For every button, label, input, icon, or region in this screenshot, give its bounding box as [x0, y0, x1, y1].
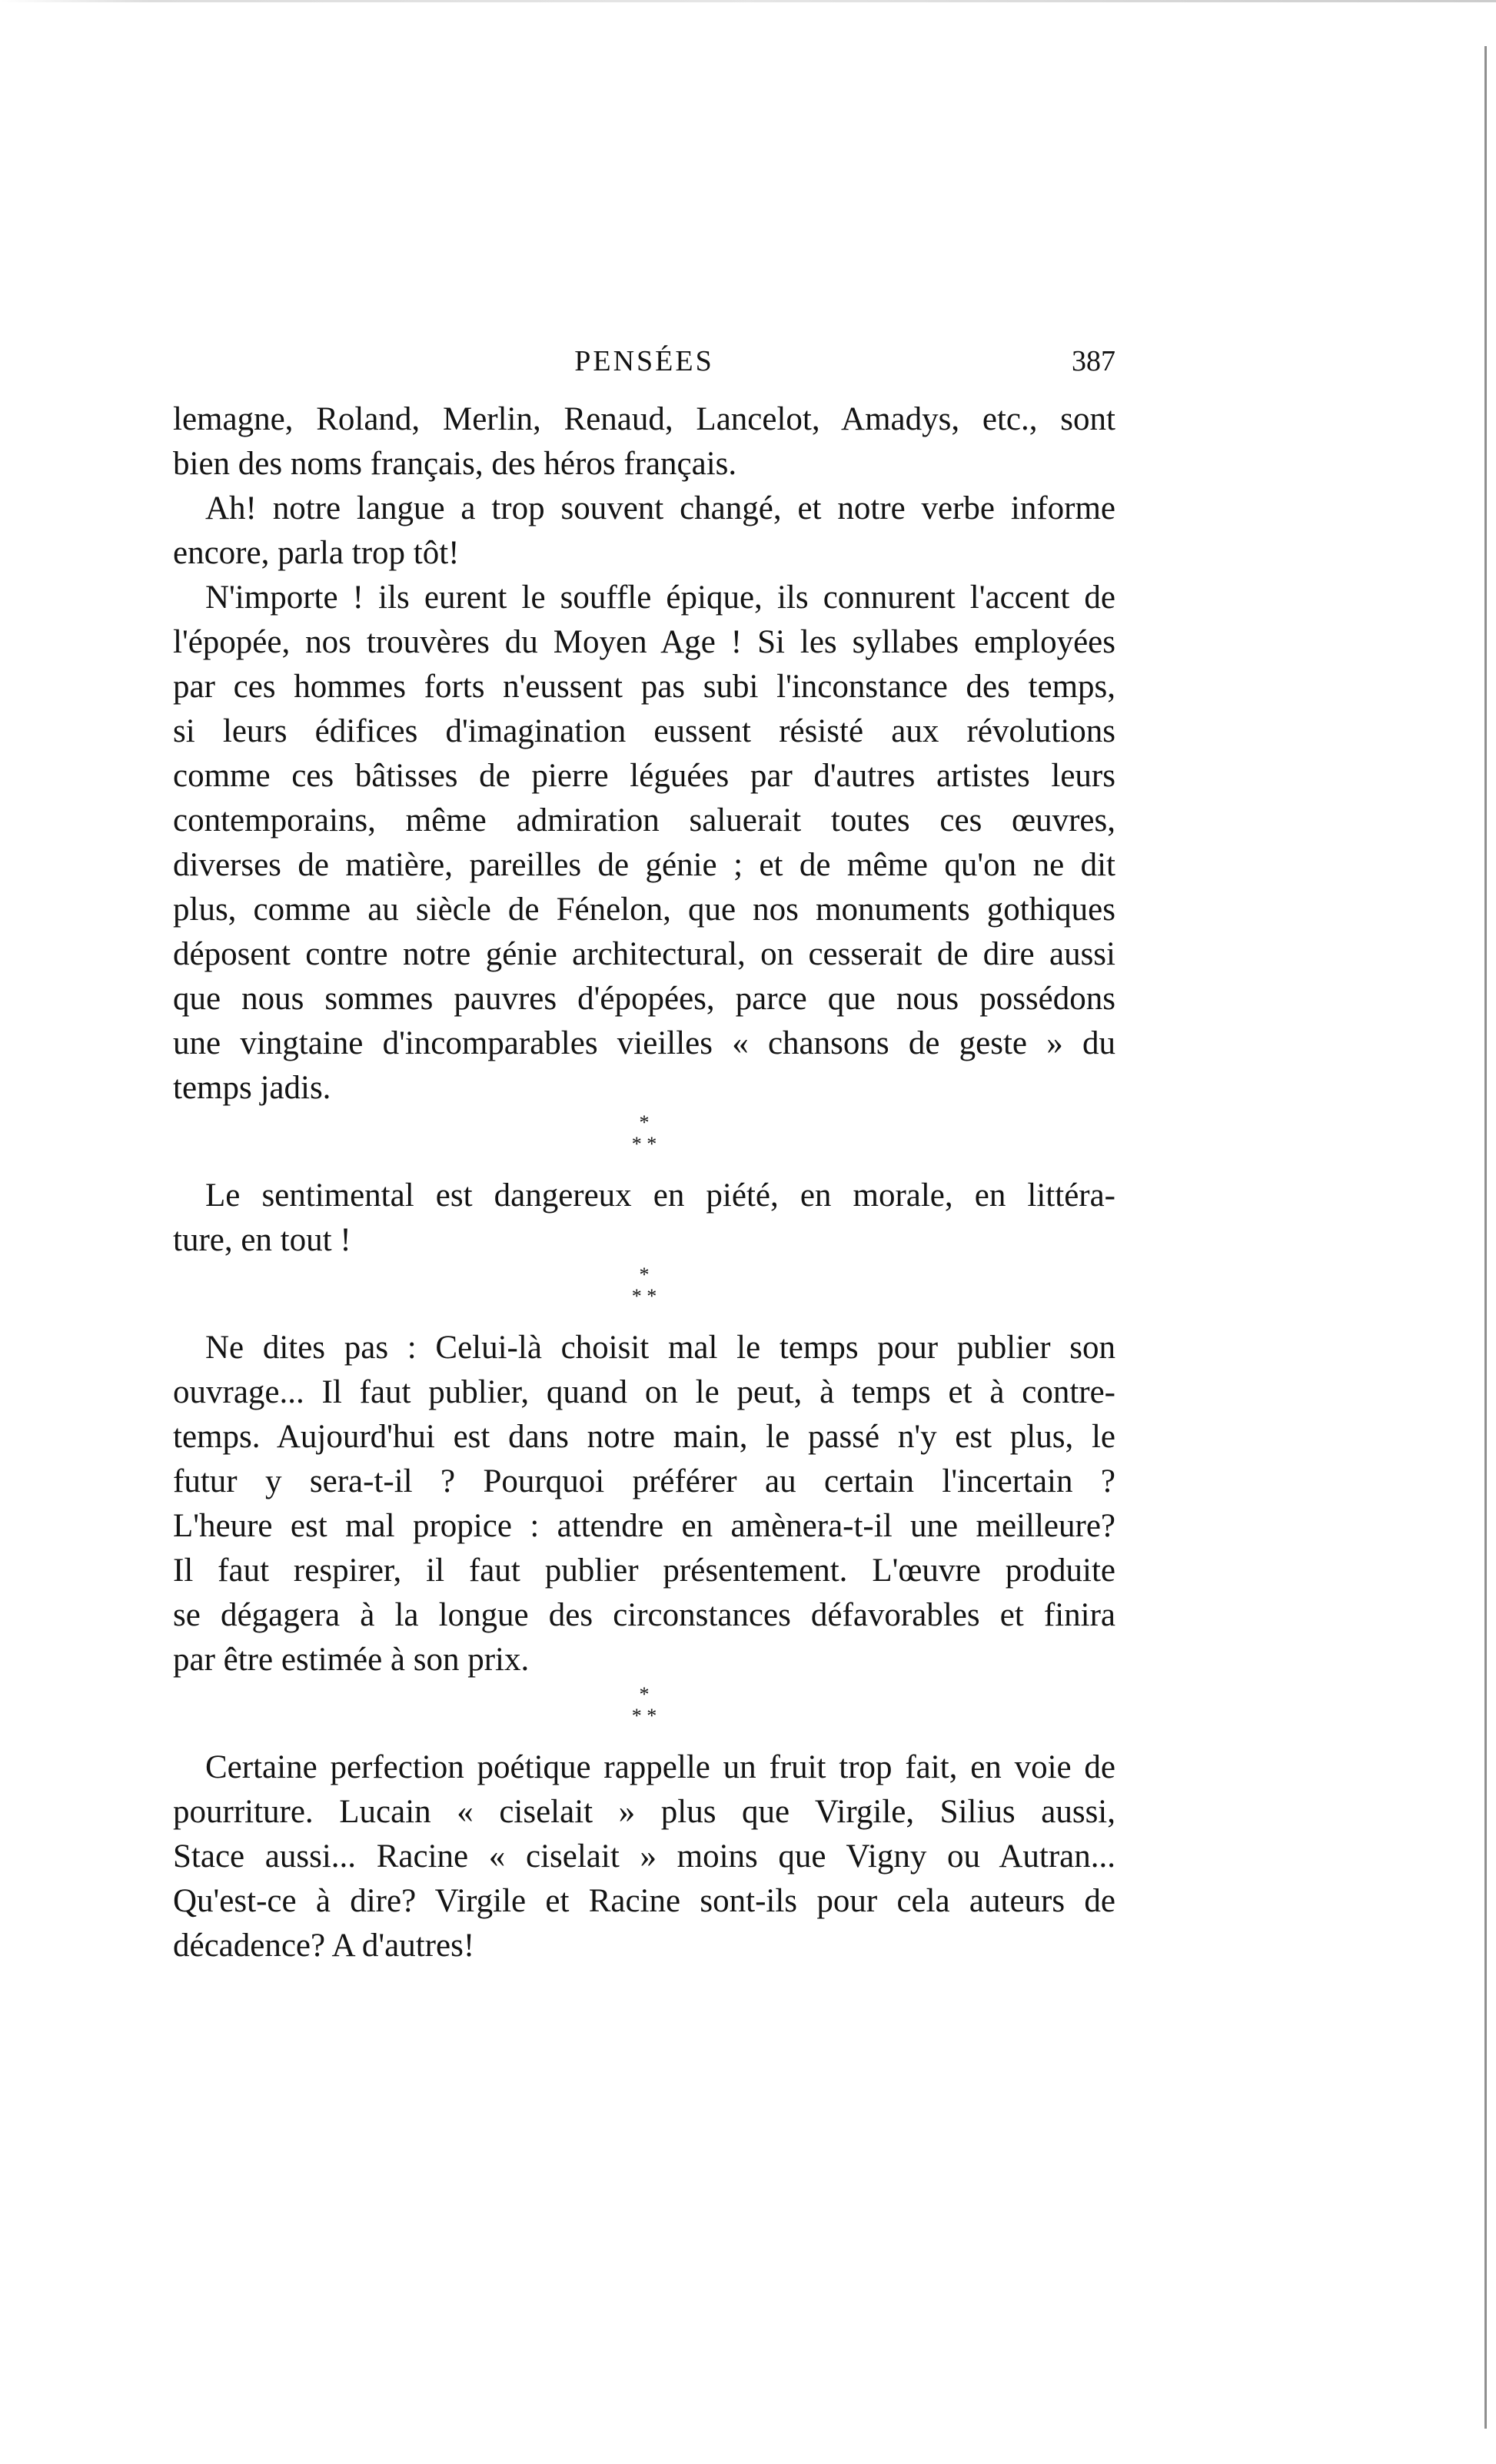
asterism-top: * — [639, 1111, 650, 1134]
text-line: plus, comme au siècle de Fénelon, que nos monuments gothiques — [173, 892, 1115, 928]
text-line: Ne dites pas : Celui-là choisit mal le temps pour publier son — [205, 1330, 1115, 1366]
paragraph — [173, 1174, 1115, 1263]
text-line: L'heure est mal propice : attendre en amènera-t-il une meilleure? — [173, 1508, 1115, 1544]
text-line: lemagne, Roland, Merlin, Renaud, Lancelot, Amadys, etc., sont — [173, 401, 1115, 437]
text-line: déposent contre notre génie architectural, on cesserait de dire aussi — [173, 936, 1115, 972]
text-line: pourriture. Lucain « ciselait » plus que Virgile, Silius aussi, — [173, 1794, 1115, 1830]
text-line: diverses de matière, pareilles de génie ; et de même qu'on ne dit — [173, 847, 1115, 883]
text-line: l'épopée, nos trouvères du Moyen Age ! Si les syllabes employées — [173, 624, 1115, 660]
scan-top-edge — [0, 0, 1496, 2]
text-line: décadence? A d'autres! — [173, 1928, 475, 1964]
page-header — [173, 338, 1115, 384]
asterism-bottom: * * — [631, 1133, 657, 1155]
text-line: Qu'est-ce à dire? Virgile et Racine sont-ils pour cela auteurs de — [173, 1883, 1115, 1919]
text-line: se dégagera à la longue des circonstances défavorables et finira — [173, 1597, 1115, 1633]
text-line: par ces hommes forts n'eussent pas subi l'inconstance des temps, — [173, 669, 1115, 705]
text-line: Ah! notre langue a trop souvent changé, et notre verbe informe — [205, 490, 1115, 526]
page-number: 387 — [1072, 345, 1115, 377]
text-line: Certaine perfection poétique rappelle un fruit trop fait, en voie de — [205, 1749, 1115, 1785]
text-line: une vingtaine d'incomparables vieilles « chansons de geste » du — [173, 1025, 1115, 1061]
text-line: ture, en tout ! — [173, 1222, 351, 1258]
asterism-top: * — [639, 1683, 650, 1705]
paragraph — [173, 1745, 1115, 1968]
text-line: contemporains, même admiration saluerait toutes ces œuvres, — [173, 802, 1115, 838]
paragraph — [173, 397, 1115, 486]
paragraph — [173, 1326, 1115, 1682]
text-line: Stace aussi... Racine « ciselait » moins que Vigny ou Autran... — [173, 1838, 1115, 1875]
text-line: Le sentimental est dangereux en piété, en morale, en littéra- — [205, 1177, 1115, 1214]
paragraph — [173, 486, 1115, 576]
asterism-separator — [173, 1111, 1115, 1174]
text-line: par être estimée à son prix. — [173, 1642, 530, 1678]
text-line: bien des noms français, des héros français. — [173, 446, 737, 482]
asterism-separator — [173, 1263, 1115, 1326]
text-line: temps jadis. — [173, 1070, 331, 1106]
text-line: si leurs édifices d'imagination eussent résisté aux révolutions — [173, 713, 1115, 749]
asterism-separator — [173, 1682, 1115, 1745]
running-title: PENSÉES — [574, 345, 714, 377]
text-line: ouvrage... Il faut publier, quand on le peut, à temps et à contre- — [173, 1374, 1115, 1410]
text-line: Il faut respirer, il faut publier présentement. L'œuvre produite — [173, 1552, 1115, 1589]
text-line: futur y sera-t-il ? Pourquoi préférer au certain l'incertain ? — [173, 1463, 1115, 1499]
asterism-top: * — [639, 1264, 650, 1286]
text-line: comme ces bâtisses de pierre léguées par d'autres artistes leurs — [173, 758, 1115, 794]
text-line: encore, parla trop tôt! — [173, 535, 460, 571]
text-line: temps. Aujourd'hui est dans notre main, le passé n'y est plus, le — [173, 1419, 1115, 1455]
asterism-bottom: * * — [631, 1705, 657, 1727]
text-line: N'importe ! ils eurent le souffle épique, ils connurent l'accent de — [205, 579, 1115, 616]
paragraph — [173, 576, 1115, 1111]
page-body — [173, 397, 1115, 1968]
text-line: que nous sommes pauvres d'épopées, parce que nous possédons — [173, 981, 1115, 1017]
scan-right-edge — [1484, 46, 1487, 2429]
asterism-bottom: * * — [631, 1285, 657, 1307]
